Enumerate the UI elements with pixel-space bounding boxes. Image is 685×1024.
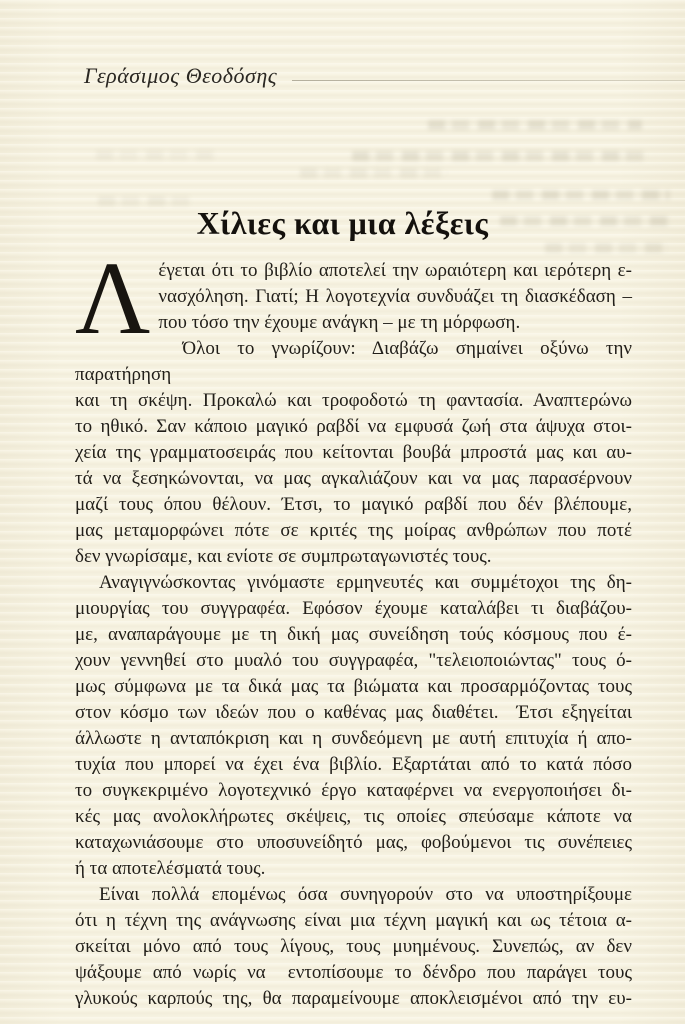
- bleedthrough-artifact: [428, 120, 642, 130]
- text-line: τυχία που μπορεί να έχει ένα βιβλίο. Εξαρτάται από το κατά πόσο: [75, 754, 632, 775]
- text-line: μιουργίας του συγγραφέα. Εφόσον έχουμε καταλάβει τι διαβάζου-: [75, 598, 632, 619]
- text-line: το ηθικό. Σαν κάποιο μαγικό ραβδί να εμφυσά ζωή στα άψυχα στοι-: [75, 416, 632, 437]
- text-line: έγεται ότι το βιβλίο αποτελεί την ωραιότερη και ιερότερη ε-: [158, 260, 632, 281]
- text-line: Όλοι το γνωρίζουν: Διαβάζω σημαίνει οξύνω την παρατήρηση: [75, 338, 637, 385]
- bleedthrough-artifact: [492, 190, 670, 200]
- text-line: καταχωνιάσουμε στο υποσυνείδητό μας, φοβούμενοι τις συνέπειες: [75, 832, 632, 853]
- text-line: χουν γεννηθεί στο μυαλό του συγγραφέα, "τελειοποιώντας" τους ό-: [75, 650, 632, 671]
- text-line: που τόσο την έχουμε ανάγκη – με τη μόρφωση.: [158, 312, 521, 333]
- text-line: σκείται μόνο από τους λίγους, τους μυημένους. Συνεπώς, αν δεν: [75, 936, 632, 957]
- text-line: Αναγιγνώσκοντας γινόμαστε ερμηνευτές και συμμέτοχοι της δη-: [99, 572, 632, 593]
- text-line: τά να ξεσηκώνονται, να μας αγκαλιάζουν και να μας παρασέρνουν: [75, 468, 632, 489]
- text-line: κές μας ανολοκλήρωτες σκέψεις, τις οποίες σπεύσαμε κάποτε να: [75, 806, 632, 827]
- text-line: χεία της γραμματοσειράς που κείτονται βουβά μπροστά μας και αυ-: [75, 442, 632, 463]
- text-line: ή τα αποτελέσματά τους.: [75, 858, 266, 879]
- text-line: ψάξουμε από νωρίς να εντοπίσουμε το δένδρο που παράγει τους: [75, 962, 632, 983]
- body-text: [75, 241, 637, 1012]
- text-line: με, αναπαράγουμε με τη δική μας συνείδηση τούς κόσμους που έ-: [75, 624, 632, 645]
- text-line: ότι η τέχνη της ανάγνωσης είναι μια τέχνη μαγική και ως τέτοια α-: [75, 910, 632, 931]
- text-line: νασχόληση. Γιατί; Η λογοτεχνία συνδυάζει τη διασκέδαση –: [158, 286, 632, 307]
- text-line: και τη σκέψη. Προκαλώ και τροφοδοτώ τη φαντασία. Αναπτερώνω: [75, 390, 632, 411]
- bleedthrough-artifact: [300, 168, 450, 178]
- paragraph: [75, 336, 637, 570]
- text-line: γλυκούς καρπούς της, θα παραμείνουμε αποκλεισμένοι από την ευ-: [75, 988, 632, 1009]
- text-line: το συγκεκριμένο λογοτεχνικό έργο καταφέρνει να ενεργοποιήσει δι-: [75, 780, 632, 801]
- paragraph: [75, 882, 632, 1012]
- bleedthrough-artifact: [545, 243, 667, 253]
- bleedthrough-artifact: [96, 150, 216, 160]
- paragraph: [75, 570, 632, 882]
- bleedthrough-artifact: [352, 151, 648, 161]
- text-line: στον κόσμο των ιδεών που ο καθένας μας διαθέτει. Έτσι εξηγείται: [75, 702, 632, 723]
- header-rule: [292, 80, 685, 81]
- text-line: μως σύμφωνα με τα δικά μας τα βιώματα και προσαρμόζοντας τους: [75, 676, 632, 697]
- text-line: δεν γνωρίσαμε, και ενίοτε σε συμπρωταγωνιστές τους.: [75, 546, 492, 567]
- page-title: Χίλιες και μια λέξεις: [196, 205, 489, 242]
- running-header-author: Γεράσιμος Θεοδόσης: [84, 63, 278, 88]
- drop-cap: Λ: [75, 241, 151, 356]
- text-line: Είναι πολλά επομένως όσα συνηγορούν στο να υποστηρίξουμε: [99, 884, 632, 905]
- text-line: μαζί τους όπου θέλουν. Έτσι, το μαγικό ραβδί που δέν βλέπουμε,: [75, 494, 632, 515]
- text-line: μας μεταμορφώνει πότε σε κριτές της μοίρας ανθρώπων που ποτέ: [75, 520, 632, 541]
- paragraph: [75, 241, 632, 356]
- text-line: άλλωστε η ανταπόκριση και η συνδεόμενη με αυτή επιτυχία ή απο-: [75, 728, 632, 749]
